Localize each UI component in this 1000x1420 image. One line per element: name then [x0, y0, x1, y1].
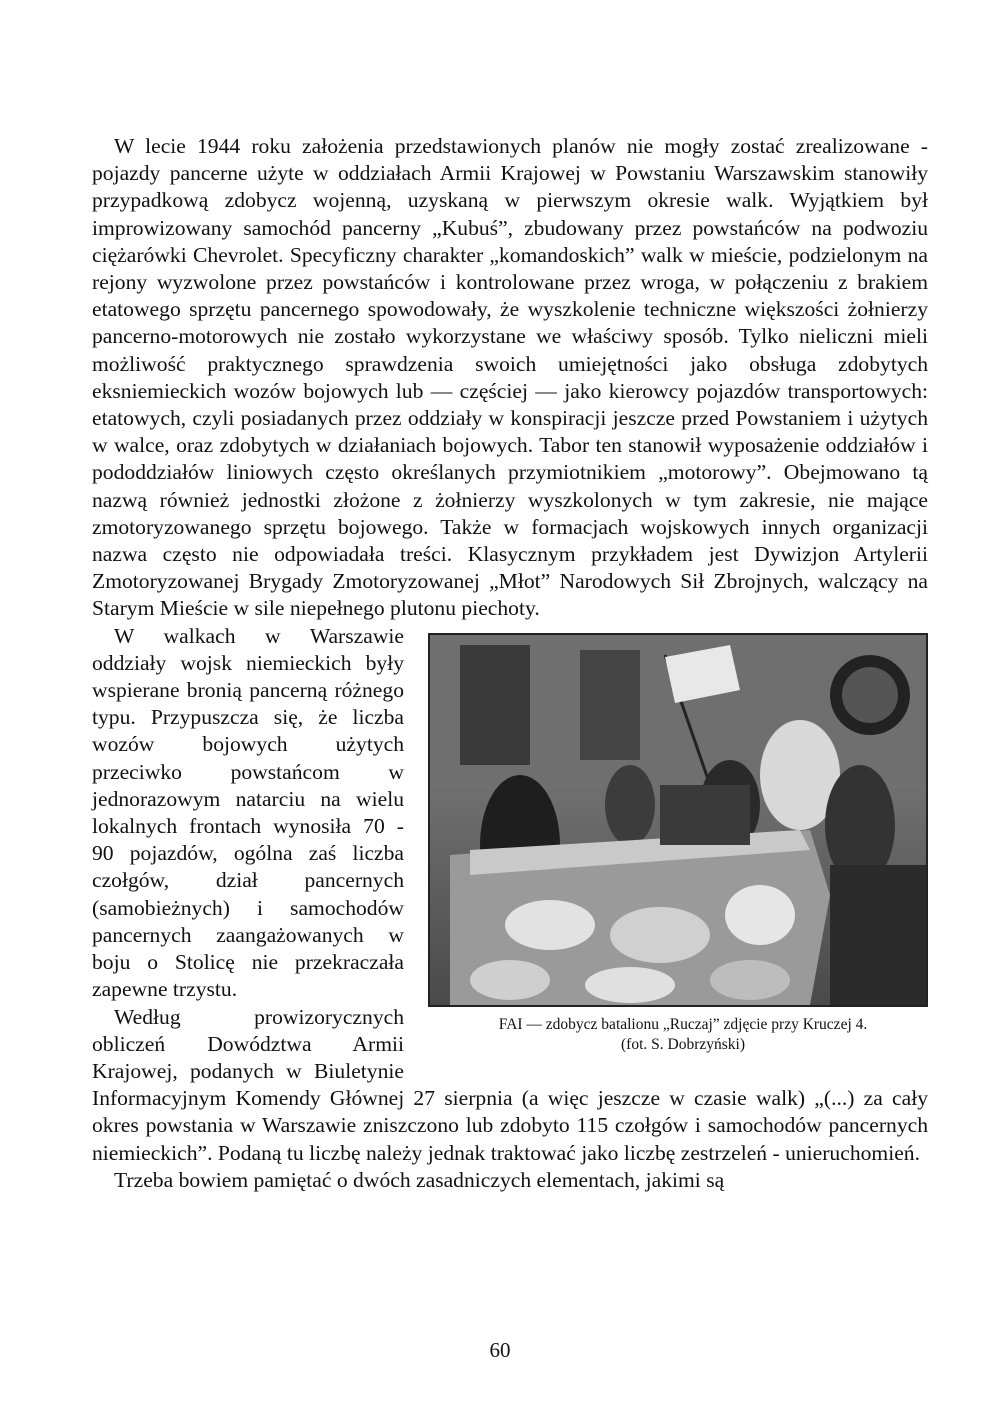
- page-body: [92, 133, 928, 1194]
- caption-line-1: FAI — zdobycz batalionu „Ruczaj” zdjęcie przy Kruczej 4.: [498, 1015, 868, 1033]
- photo-caption: [428, 1015, 928, 1055]
- paragraph-3: Według prowizorycznych obliczeń Dowództwa Armii Krajowej, podanych w Biuletynie Informacyjnym Komendy Głównej 27 sierpnia (a więc jeszcze w czasie walk) „(...) za cały okres powstania w Warszawie zniszczono lub zdobyto 115 czołgów i samochodów pancernych niemieckich”. Podaną tu liczbę należy jednak traktować jako liczbę zestrzeleń - unieruchomień.: [92, 1004, 928, 1165]
- photo-fai-armored-car: [428, 633, 928, 1007]
- paragraph-2: W walkach w Warszawie oddziały wojsk niemieckich były wspierane bronią pancerną różnego typu. Przypuszcza się, że liczba wozów bojowych użytych przeciwko powstańcom w jednorazowym natarciu na wielu lokalnych frontach wynosiła 70 - 90 pojazdów, ogólna zaś liczba czołgów, dział pancernych (samobieżnych) i samochodów pancernych zaangażowanych w boju o Stolicę nie przekraczała zapewne trzystu.: [92, 623, 404, 1002]
- page-number: 60: [489, 1338, 511, 1362]
- figure: [428, 633, 928, 1055]
- caption-line-2: (fot. S. Dobrzyński): [621, 1035, 745, 1053]
- figure-wrap: [92, 623, 928, 1167]
- photo-image: [430, 635, 926, 1005]
- paragraph-4: Trzeba bowiem pamiętać o dwóch zasadniczych elementach, jakimi są: [114, 1167, 725, 1192]
- paragraph-1: W lecie 1944 roku założenia przedstawionych planów nie mogły zostać zrealizowane - pojazdy pancerne użyte w oddziałach Armii Krajowej w Powstaniu Warszawskim stanowiły przypadkową zdobycz wojenną, uzyskaną w pierwszym okresie walk. Wyjątkiem był improwizowany samochód pancerny „Kubuś”, zbudowany przez powstańców na podwoziu ciężarówki Chevrolet. Specyficzny charakter „komandoskich” walk w mieście, podzielonym na rejony wyzwolone przez powstańców i kontrolowane przez wroga, w połączeniu z brakiem etatowego sprzętu pancernego spowodowały, że wyszkolenie techniczne większości żołnierzy pancerno-motorowych nie zostało wykorzystane we właściwy sposób. Tylko nieliczni mieli możliwość praktycznego sprawdzenia swoich umiejętności jako obsługa zdobytych eksniemieckich wozów bojowych lub — częściej — jako kierowcy pojazdów transportowych: etatowych, czyli posiadanych przez oddziały w konspiracji jeszcze przed Powstaniem i użytych w walce, oraz zdobytych w działaniach bojowych. Tabor ten stanowił wyposażenie oddziałów i pododdziałów liniowych często określanych przymiotnikiem „motorowy”. Obejmowano tą nazwą również jednostki złożone z żołnierzy wyszkolonych w tym zakresie, nie mające zmotoryzowanego sprzętu bojowego. Także w formacjach wojskowych innych organizacji nazwa często nie odpowiadała treści. Klasycznym przykładem jest Dywizjon Artylerii Zmotoryzowanej Brygady Zmotoryzowanej „Młot” Narodowych Sił Zbrojnych, walczący na Starym Mieście w sile niepełnego plutonu piechoty.: [92, 134, 928, 621]
